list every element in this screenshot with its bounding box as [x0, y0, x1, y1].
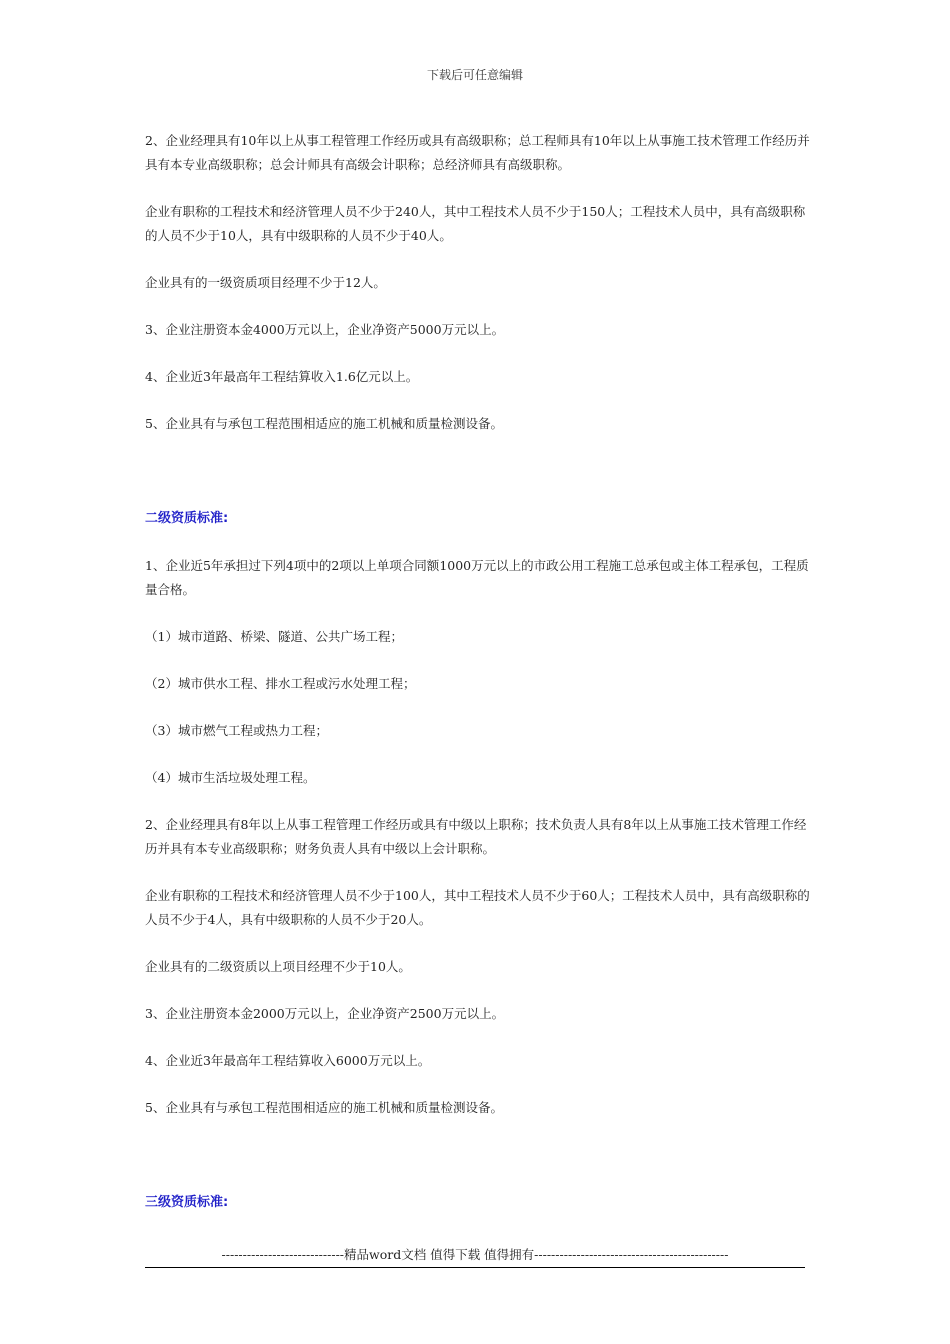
- section-heading-level3: 三级资质标准:: [145, 1195, 229, 1210]
- paragraph: 1、企业近5年承担过下列4项中的2项以上单项合同额1000万元以上的市政公用工程施工总承包或主体工程承包，工程质量合格。: [145, 558, 809, 597]
- list-item: （2）城市供水工程、排水工程或污水处理工程；: [145, 676, 416, 691]
- paragraph: 企业有职称的工程技术和经济管理人员不少于100人，其中工程技术人员不少于60人；工程技术人员中，具有高级职称的人员不少于4人，具有中级职称的人员不少于20人。: [145, 888, 810, 927]
- document-body: [145, 129, 813, 1238]
- paragraph: 5、企业具有与承包工程范围相适应的施工机械和质量检测设备。: [145, 1100, 503, 1115]
- paragraph: 4、企业近3年最高年工程结算收入6000万元以上。: [145, 1053, 431, 1068]
- page-header: 下载后可任意编辑: [426, 68, 523, 82]
- list-item: （3）城市燃气工程或热力工程；: [145, 723, 328, 738]
- paragraph: 4、企业近3年最高年工程结算收入1.6亿元以上。: [145, 369, 419, 384]
- paragraph: 企业具有的二级资质以上项目经理不少于10人。: [145, 959, 411, 974]
- paragraph: 企业具有的一级资质项目经理不少于12人。: [145, 275, 386, 290]
- paragraph: 2、企业经理具有10年以上从事工程管理工作经历或具有高级职称；总工程师具有10年以上从事施工技术管理工作经历并具有本专业高级职称；总会计师具有高级会计职称；总经济师具有高级职称。: [145, 133, 810, 172]
- page-footer: -----------------------------精品word文档 值得下载 值得拥有----------------------------------------------: [145, 1245, 805, 1268]
- list-item: （4）城市生活垃圾处理工程。: [145, 770, 316, 785]
- paragraph: 3、企业注册资本金4000万元以上，企业净资产5000万元以上。: [145, 322, 505, 337]
- paragraph: 3、企业注册资本金2000万元以上，企业净资产2500万元以上。: [145, 1006, 505, 1021]
- paragraph: 2、企业经理具有8年以上从事工程管理工作经历或具有中级以上职称；技术负责人具有8年以上从事施工技术管理工作经历并具有本专业高级职称；财务负责人具有中级以上会计职称。: [145, 817, 807, 856]
- list-item: （1）城市道路、桥梁、隧道、公共广场工程；: [145, 629, 403, 644]
- paragraph: 5、企业具有与承包工程范围相适应的施工机械和质量检测设备。: [145, 416, 503, 431]
- section-heading-level2: 二级资质标准:: [145, 511, 229, 526]
- paragraph: 企业有职称的工程技术和经济管理人员不少于240人，其中工程技术人员不少于150人；工程技术人员中，具有高级职称的人员不少于10人，具有中级职称的人员不少于40人。: [145, 204, 806, 243]
